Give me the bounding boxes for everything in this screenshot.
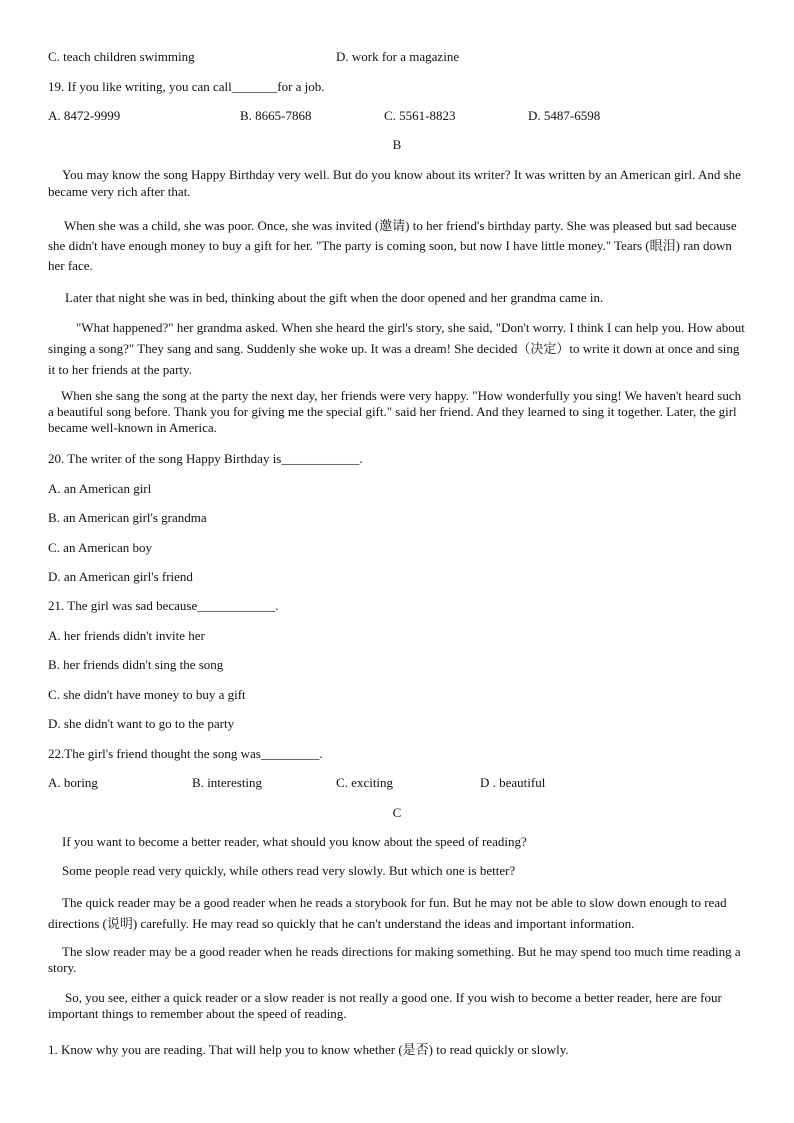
q21-option-a: A. her friends didn't invite her bbox=[48, 628, 205, 643]
q20-stem: 20. The writer of the song Happy Birthday is____________. bbox=[48, 451, 363, 466]
q19-option-c: C. 5561-8823 bbox=[384, 108, 456, 123]
q21-option-b: B. her friends didn't sing the song bbox=[48, 657, 224, 672]
q19-option-d: D. 5487-6598 bbox=[528, 108, 601, 123]
q19-option-a: A. 8472-9999 bbox=[48, 108, 121, 123]
section-c-paragraph-1: If you want to become a better reader, what should you know about the speed of reading? bbox=[62, 834, 527, 849]
q21-option-d: D. she didn't want to go to the party bbox=[48, 716, 235, 731]
q22-option-d: D . beautiful bbox=[480, 775, 546, 790]
q19-stem: 19. If you like writing, you can call_______for a job. bbox=[48, 79, 325, 94]
q19-option-b: B. 8665-7868 bbox=[240, 108, 312, 123]
q22-option-a: A. boring bbox=[48, 775, 98, 790]
q22-option-c: C. exciting bbox=[336, 775, 394, 790]
section-c-paragraph-4: The slow reader may be a good reader when he reads directions for making something. But he may spend too much time reading a story. bbox=[48, 944, 741, 975]
section-b-paragraph-5: When she sang the song at the party the next day, her friends were very happy. "How wonderfully you sing! We haven't heard such a beautiful song before. Thank you for giving me the special gift." said her friend. And they learned to sing it together. Later, the girl became well-known in America. bbox=[48, 388, 742, 435]
q18-option-c: C. teach children swimming bbox=[48, 49, 195, 64]
section-c-paragraph-2: Some people read very quickly, while others read very slowly. But which one is better? bbox=[62, 863, 516, 878]
q20-option-d: D. an American girl's friend bbox=[48, 569, 193, 584]
section-b-paragraph-3: Later that night she was in bed, thinking about the gift when the door opened and her grandma came in. bbox=[65, 290, 604, 305]
q21-option-c: C. she didn't have money to buy a gift bbox=[48, 687, 246, 702]
q22-stem: 22.The girl's friend thought the song was_________. bbox=[48, 746, 323, 761]
section-c-paragraph-5: So, you see, either a quick reader or a slow reader is not really a good one. If you wish to become a better reader, here are four important things to remember about the speed of reading. bbox=[48, 990, 722, 1021]
q21-stem: 21. The girl was sad because____________. bbox=[48, 598, 279, 613]
section-c-label: C bbox=[392, 805, 402, 820]
section-b-paragraph-4: "What happened?" her grandma asked. When she heard the girl's story, she said, "Don't worry. I think I can help you. How about singing a song?" They sang and sang. Suddenly she woke up. It was a dream! She decided（决定）to write it down at once and sing it to her friends at the party. bbox=[48, 320, 745, 377]
q22-option-b: B. interesting bbox=[192, 775, 263, 790]
section-c-paragraph-6: 1. Know why you are reading. That will help you to know whether (是否) to read quickly or slowly. bbox=[48, 1042, 569, 1057]
q20-option-b: B. an American girl's grandma bbox=[48, 510, 207, 525]
section-c-paragraph-3: The quick reader may be a good reader when he reads a storybook for fun. But he may not be able to slow down enough to read directions (说明) carefully. He may read so quickly that he can't understand the ideas and important information. bbox=[48, 895, 727, 931]
section-b-paragraph-2: When she was a child, she was poor. Once, she was invited (邀请) to her friend's birthday party. She was pleased but sad because she didn't have enough money to buy a gift for her. "The party is coming soon, but now I have little money." Tears (眼泪) ran down her face. bbox=[48, 218, 737, 273]
q20-option-c: C. an American boy bbox=[48, 540, 152, 555]
section-b-paragraph-1: You may know the song Happy Birthday very well. But do you know about its writer? It was written by an American girl. And she became very rich after that. bbox=[48, 167, 741, 199]
q20-option-a: A. an American girl bbox=[48, 481, 152, 496]
section-b-label: B bbox=[392, 137, 402, 152]
q18-option-d: D. work for a magazine bbox=[336, 49, 460, 64]
